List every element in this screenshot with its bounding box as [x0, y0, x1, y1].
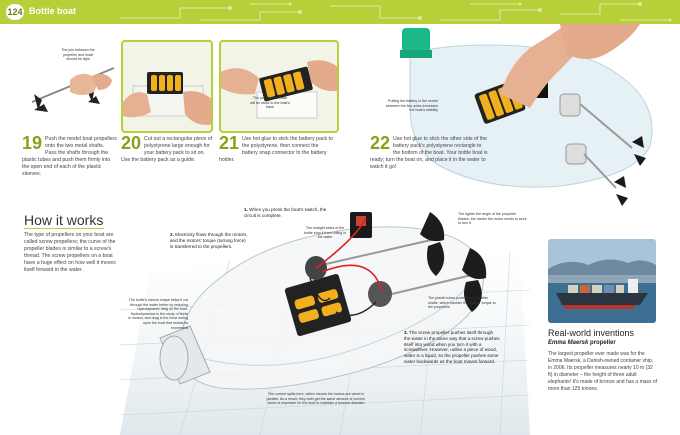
- real-world-ship-name: Emma Maersk: [548, 340, 589, 346]
- note-3-number: 3.: [404, 330, 408, 335]
- step-21-photo: [219, 40, 339, 133]
- note-3: [404, 330, 500, 365]
- step-21-number: 21: [219, 133, 240, 153]
- step-19-text: Push the model boat propellers onto the two metal shafts. Pass the shafts through the plastic tubes and push them firmly into the open end of each of the plastic sleeves.: [22, 136, 117, 177]
- step-22-text: Use hot glue to stick the other side of the battery pack's polystyrene rectangle to the bottom of the boat. Your bottle boat is ready; turn the boat on, and place it in the water to watch it go!: [370, 136, 488, 170]
- note-narrow-shape: The bottle's narrow shape helps it cut through the water better by reducing hydrodynamic drag on the boat. Hydrodynamics is the study of fluids in motion, and drag is the force acting upon the boat that resists its movement: [128, 298, 188, 330]
- how-it-works-body: The type of propellers on your boat are called screw propellers; the curve of the propeller blades is similar to a screw's thread. The screw propellers on a boat have a huge effect on how well it moves itself forward in the water.: [24, 232, 116, 273]
- note-tighter-angle: The tighter the angle of the propeller blades, the harder the motor needs to work to turn it: [458, 212, 527, 226]
- step-20-text: Cut out a rectangular piece of polystyrene large enough for your battery pack to sit on. Use the battery pack as a guide.: [121, 136, 213, 163]
- note-1-text: When you press the boat's switch, the circuit is complete.: [244, 207, 327, 218]
- emma-maersk-photo: [548, 239, 656, 323]
- note-2-text: Electricity flows through the motors, and the motors' torque (turning force) is transferred to the propellers.: [170, 232, 248, 249]
- step-19-callout: The join between the propeller and shaft should be tight: [61, 48, 95, 62]
- how-it-works-title: How it works: [24, 212, 104, 228]
- real-world-subtitle: [548, 340, 616, 346]
- note-1: [244, 207, 332, 219]
- step-20-number: 20: [121, 133, 142, 153]
- step-22: [370, 133, 490, 171]
- circuit-pattern-icon: [0, 0, 680, 24]
- step-19: [22, 133, 117, 178]
- page-number: 124: [6, 4, 24, 20]
- title-divider: [24, 228, 104, 229]
- note-2-number: 2.: [170, 232, 174, 237]
- step-22-callout: Putting the battery in the centre between the two axles increases the boat's stability: [386, 99, 438, 113]
- page-header-title: Bottle boat: [29, 6, 76, 16]
- step-19-number: 19: [22, 133, 43, 153]
- step-21-callout: The polystyrene base will be stuck to the boat's base: [250, 96, 290, 110]
- note-2: [170, 232, 248, 249]
- note-1-number: 1.: [244, 207, 248, 212]
- step-21-text: Use hot glue to stick the battery pack to the polystyrene, then connect the battery snap connector to the battery holder.: [219, 136, 333, 163]
- real-world-body: The largest propeller ever made was for the Emma Maersk, a Danish-owned container ship, in 2006. Its propeller measures nearly 10 m (32 ft) in diameter – the height of three adult elephants! It's made of bronze and has a mass of more than 125 tonnes.: [548, 351, 658, 392]
- real-world-subtitle-rest: propeller: [590, 340, 616, 346]
- step-21: [219, 133, 334, 164]
- step-22-number: 22: [370, 133, 391, 153]
- step-22-bottle-photo: [370, 24, 670, 209]
- step-20-photo: [121, 40, 213, 133]
- note-straight-sides: The straight sides of the bottle stop it from rolling in the water: [304, 226, 346, 240]
- real-world-title: Real-world inventions: [548, 328, 635, 338]
- note-plastic-tubes: The plastic tubes protect the propeller shafts, which transfer the motors' torque to the propellers: [428, 296, 496, 310]
- note-current-splits: The current splits here, which means the motors are wired in parallel. As a result, they both get the same amount of current, which is important for the boat to maintain a forward direction: [266, 392, 366, 406]
- note-3-text: The screw propeller pushes itself through the water in the same way that a screw pushes itself into wood when you turn it with a screwdriver. However, unlike a piece of wood, water is a liquid, so the propeller pushes some water backwards as the boat moves forward.: [404, 330, 500, 364]
- header-bar: [0, 0, 680, 24]
- step-20: [121, 133, 213, 164]
